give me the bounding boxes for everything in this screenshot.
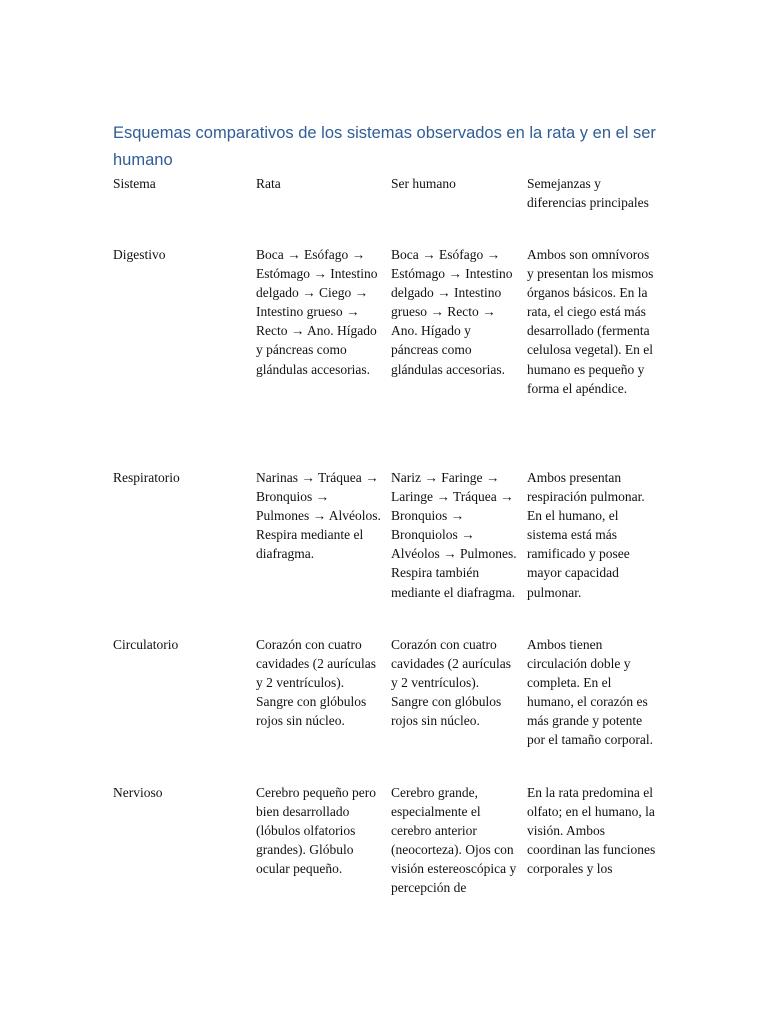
cell-semejanzas: En la rata predomina el olfato; en el humano, la visión. Ambos coordinan las funciones corporales y los xyxy=(527,785,656,877)
cell-system-name: Digestivo xyxy=(113,247,166,262)
document-title: Esquemas comparativos de los sistemas observados en la rata y en el ser humano xyxy=(113,124,656,169)
cell-rata: Boca → Esófago → Estómago → Intestino delgado → Ciego → Intestino grueso → Recto → Ano. Hígado y páncreas como glándulas accesorias. xyxy=(256,247,378,377)
cell-semejanzas: Ambos son omnívoros y presentan los mismos órganos básicos. En la rata, el ciego está más desarrollado (fermenta celulosa vegetal). En el humano es pequeño y forma el apéndice. xyxy=(527,247,654,396)
cell-ser-humano: Cerebro grande, especialmente el cerebro anterior (neocorteza). Ojos con visión estereoscópica y percepción de xyxy=(391,785,517,896)
cell-system-name: Nervioso xyxy=(113,785,163,800)
cell-system-name: Respiratorio xyxy=(113,470,180,485)
header-sistema: Sistema xyxy=(113,176,156,191)
cell-semejanzas: Ambos tienen circulación doble y completa. En el humano, el corazón es más grande y potente por el tamaño corporal. xyxy=(527,637,653,748)
header-semejanzas: Semejanzas y diferencias principales xyxy=(527,176,649,211)
cell-system-name: Circulatorio xyxy=(113,637,179,652)
header-ser-humano: Ser humano xyxy=(391,176,456,191)
cell-semejanzas: Ambos presentan respiración pulmonar. En el humano, el sistema está más ramificado y posee mayor capacidad pulmonar. xyxy=(527,470,645,600)
cell-rata: Corazón con cuatro cavidades (2 aurículas y 2 ventrículos). Sangre con glóbulos rojos sin núcleo. xyxy=(256,637,376,729)
cell-rata: Cerebro pequeño pero bien desarrollado (lóbulos olfatorios grandes). Glóbulo ocular pequeño. xyxy=(256,785,376,877)
header-rata: Rata xyxy=(256,176,281,191)
cell-rata: Narinas → Tráquea → Bronquios → Pulmones → Alvéolos. Respira mediante el diafragma. xyxy=(256,470,381,562)
cell-ser-humano: Boca → Esófago → Estómago → Intestino delgado → Intestino grueso → Recto → Ano. Hígado y páncreas como glándulas accesorias. xyxy=(391,247,513,377)
cell-ser-humano: Corazón con cuatro cavidades (2 aurículas y 2 ventrículos). Sangre con glóbulos rojos sin núcleo. xyxy=(391,637,511,729)
cell-ser-humano: Nariz → Faringe → Laringe → Tráquea → Bronquios → Bronquiolos → Alvéolos → Pulmones. Respira también mediante el diafragma. xyxy=(391,470,517,600)
